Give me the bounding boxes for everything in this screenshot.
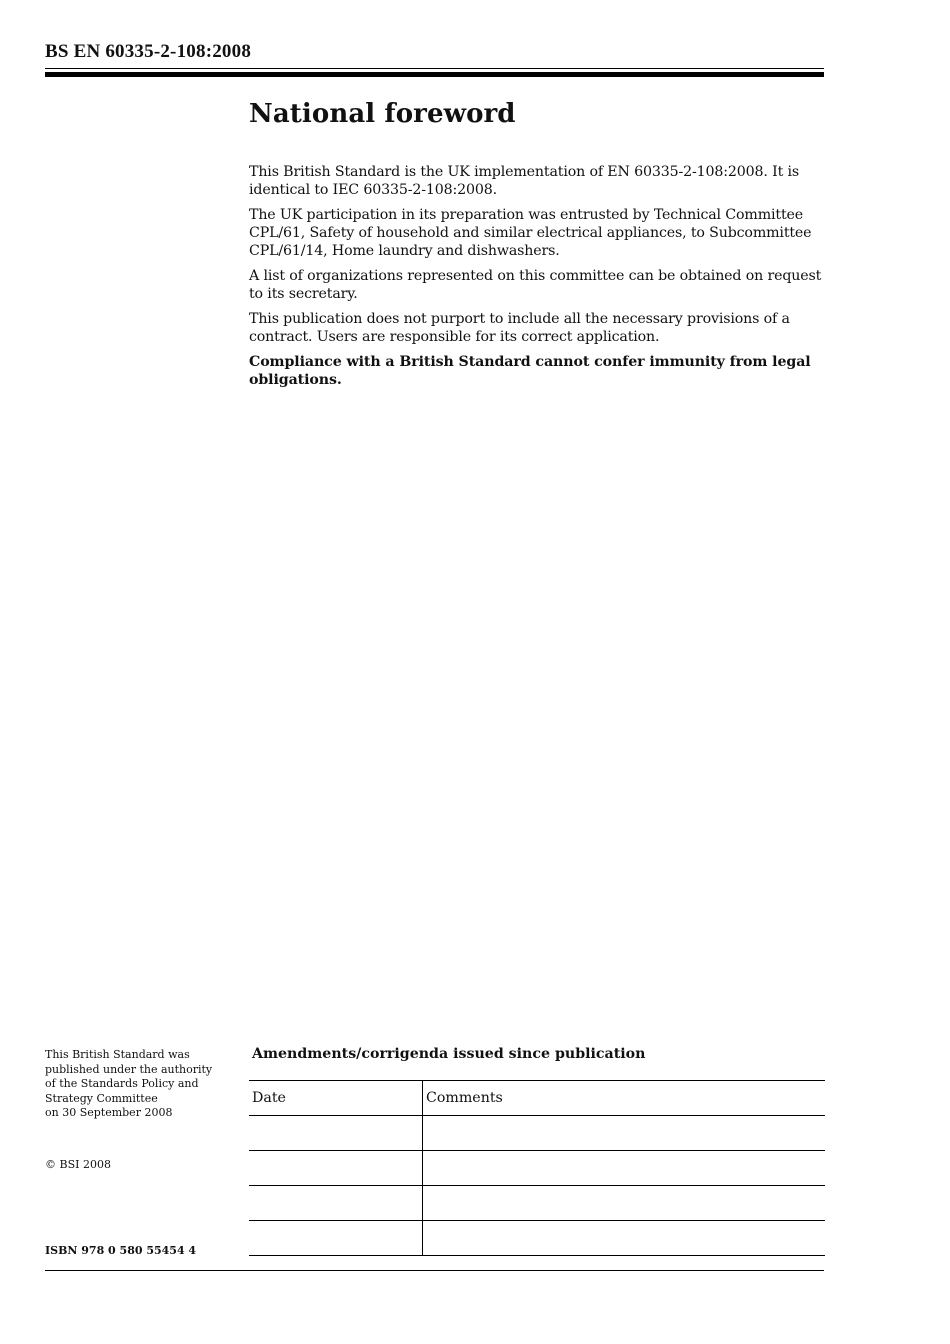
column-header-comments: Comments bbox=[423, 1081, 826, 1116]
date-cell bbox=[249, 1116, 423, 1151]
comments-cell bbox=[423, 1186, 826, 1221]
foreword-paragraph: This publication does not purport to include all the necessary provisions of a contract. Users are responsible for its correct application. bbox=[249, 311, 790, 345]
compliance-notice: Compliance with a British Standard cannot confer immunity from legal obligations. bbox=[249, 354, 811, 388]
foreword-paragraph: This British Standard is the UK implementation of EN 60335-2-108:2008. It is identical to IEC 60335-2-108:2008. bbox=[249, 164, 800, 198]
table-row bbox=[249, 1221, 825, 1256]
table-header-row bbox=[249, 1081, 825, 1116]
amendments-table bbox=[249, 1080, 825, 1256]
header-rule-thick bbox=[45, 72, 824, 77]
foreword-paragraph: The UK participation in its preparation was entrusted by Technical Committee CPL/61, Safety of household and similar electrical appliances, to Subcommittee CPL/61/14, Home laundry and dishwashers. bbox=[249, 207, 812, 259]
date-cell bbox=[249, 1151, 423, 1186]
comments-cell bbox=[423, 1221, 826, 1256]
copyright-notice: © BSI 2008 bbox=[45, 1158, 111, 1171]
page-title: National foreword bbox=[249, 99, 516, 129]
isbn: ISBN 978 0 580 55454 4 bbox=[45, 1244, 197, 1257]
amendments-title: Amendments/corrigenda issued since publication bbox=[252, 1046, 646, 1062]
document-id: BS EN 60335-2-108:2008 bbox=[45, 41, 252, 62]
publication-note: This British Standard was published under the authority of the Standards Policy and Strategy Committee on 30 September 2008 bbox=[45, 1048, 213, 1119]
table-row bbox=[249, 1116, 825, 1151]
foreword-paragraph: A list of organizations represented on this committee can be obtained on request to its secretary. bbox=[249, 268, 822, 302]
foreword-body bbox=[249, 163, 827, 396]
footer-rule bbox=[45, 1270, 824, 1271]
column-header-date: Date bbox=[249, 1081, 423, 1116]
table-row bbox=[249, 1151, 825, 1186]
date-cell bbox=[249, 1186, 423, 1221]
comments-cell bbox=[423, 1151, 826, 1186]
date-cell bbox=[249, 1221, 423, 1256]
comments-cell bbox=[423, 1116, 826, 1151]
header-rule-thin bbox=[45, 68, 824, 69]
table-row bbox=[249, 1186, 825, 1221]
